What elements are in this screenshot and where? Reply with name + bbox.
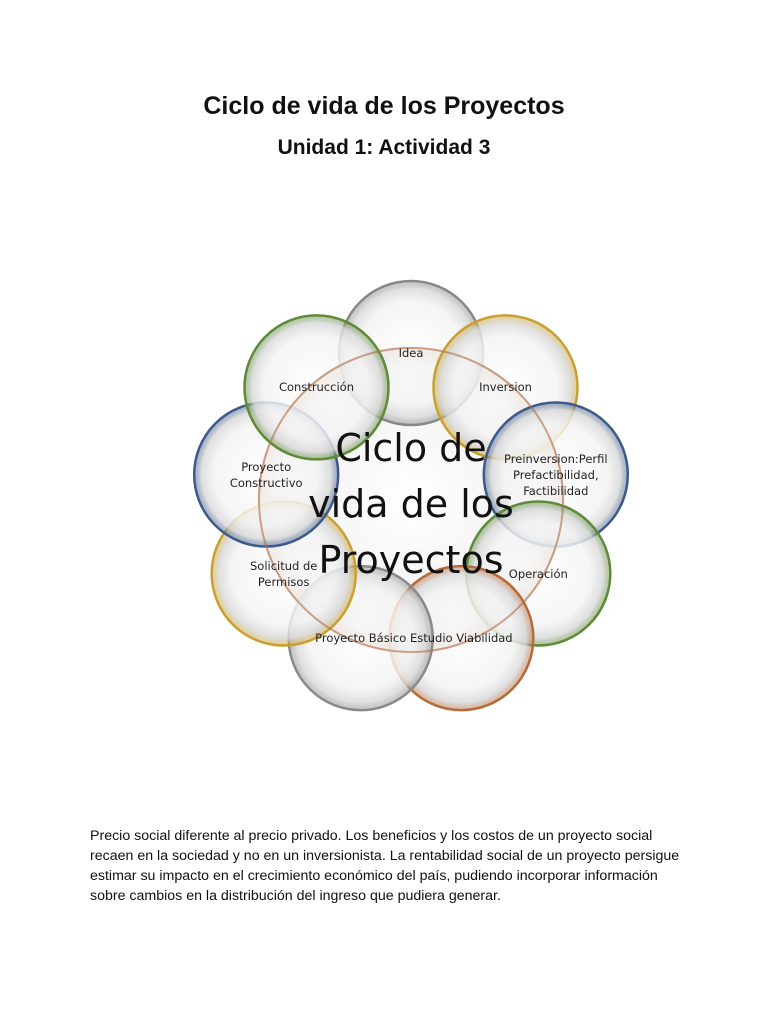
stage-label: Proyecto Constructivo (229, 459, 303, 490)
stage-label: Construcción (278, 380, 355, 395)
stage-label: Solicitud de Permisos (250, 558, 318, 589)
stage-label: Operación (508, 566, 568, 581)
page-title: Ciclo de vida de los Proyectos (203, 92, 565, 120)
stage-label: Estudio Viabilidad (409, 631, 513, 646)
stage-label: Proyecto Básico (315, 631, 407, 646)
center-label: Ciclo de vida de los Proyectos (308, 426, 514, 582)
page-subtitle: Unidad 1: Actividad 3 (277, 136, 491, 159)
stage-label: Preinversion:Perfil Prefactibilidad, Factibilidad (504, 451, 608, 498)
stage-label: Idea (398, 346, 424, 360)
body-paragraph: Precio social diferente al precio privado. Los beneficios y los costos de un proyecto social recaen en la sociedad y no en un inversionista. La rentabilidad social de un proyecto persigue estimar su impacto en el crecimiento económico del país, pudiendo incorporar información sobre cambios en la distribución del ingreso que pudiera generar. (90, 828, 680, 904)
stage-label: Inversion (479, 380, 532, 395)
lifecycle-diagram (0, 200, 768, 800)
